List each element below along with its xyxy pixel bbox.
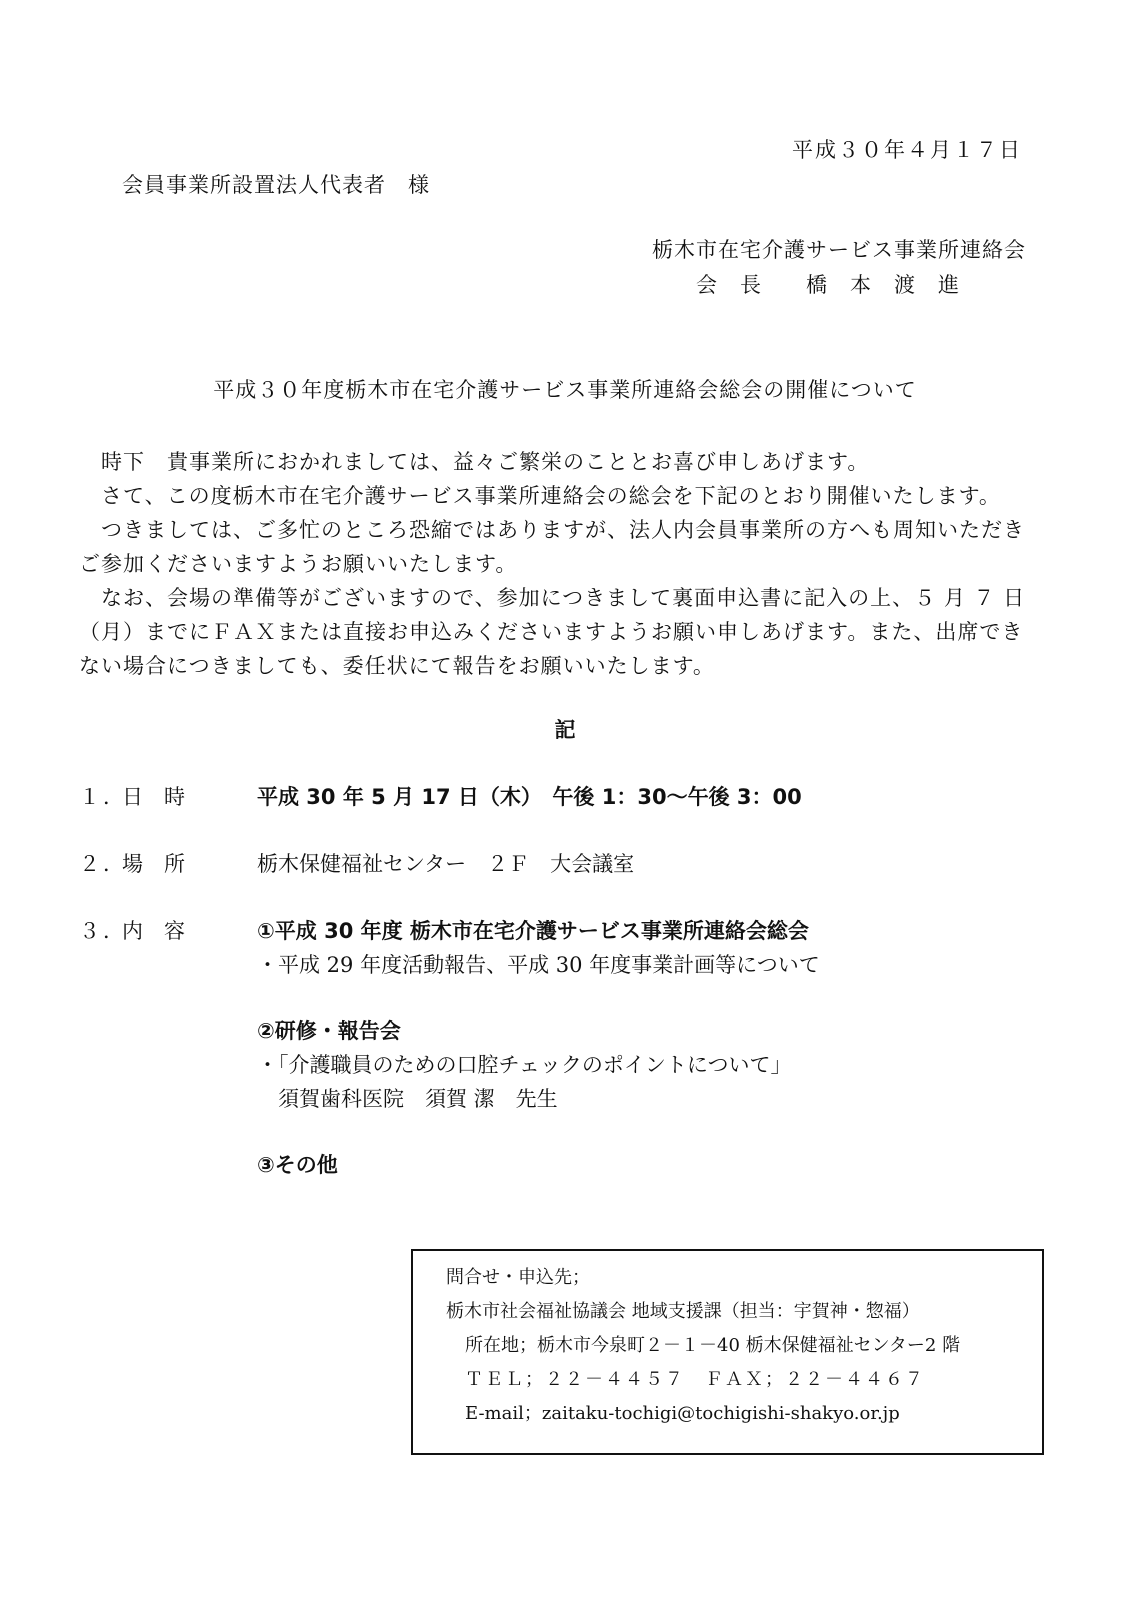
item-3-sub1-detail: ・平成 29 年度活動報告、平成 30 年度事業計画等について [257, 953, 820, 977]
item-3-label: 内 容 [122, 919, 185, 943]
document-subject: 平成３０年度栃木市在宅介護サービス事業所連絡会総会の開催について [213, 378, 917, 402]
contact-organization: 栃木市社会福祉協議会 地域支援課（担当：宇賀神・惣福） [446, 1301, 920, 1322]
body-line: つきましては、ご多忙のところ恐縮ではありますが、法人内会員事業所の方へも周知いただき [79, 518, 1025, 542]
item-2-value: 栃木保健福祉センター ２Ｆ 大会議室 [257, 852, 635, 876]
item-3-number: ３． [79, 919, 127, 943]
addressee: 会員事業所設置法人代表者 様 [122, 173, 430, 197]
ki-heading: 記 [554, 717, 576, 742]
body-line: （月）までにＦＡＸまたは直接お申込みくださいますようお願い申しあげます。また、出席でき [79, 620, 1024, 644]
item-3-sub1-title: ①平成 30 年度 栃木市在宅介護サービス事業所連絡会総会 [257, 919, 809, 943]
item-1-number: １． [79, 785, 127, 809]
item-2-label: 場 所 [122, 852, 185, 876]
item-3-sub2-title: ②研修・報告会 [257, 1019, 401, 1043]
body-line: ご参加くださいますようお願いいたします。 [79, 552, 518, 576]
document-date: 平成３０年４月１７日 [792, 138, 1022, 162]
body-line: なお、会場の準備等がございますので、参加につきまして裏面申込書に記入の上、５ 月 ７ 日 [79, 586, 1026, 610]
body-line: 時下 貴事業所におかれましては、益々ご繁栄のこととお喜び申しあげます。 [79, 450, 870, 474]
sender-name: 会 長 橋 本 渡 進 [696, 273, 960, 297]
contact-tel-fax: ＴＥＬ；２２－４４５７ ＦＡＸ；２２－４４６７ [465, 1369, 925, 1390]
item-1-value: 平成 30 年 5 月 17 日（木） 午後 1：30～午後 3：00 [257, 785, 802, 809]
item-3-sub2-detail-2: 須賀歯科医院 須賀 潔 先生 [257, 1087, 558, 1111]
contact-address: 所在地；栃木市今泉町２－１－40 栃木保健福祉センター2 階 [465, 1335, 961, 1356]
item-3-sub3-title: ③その他 [257, 1153, 338, 1177]
sender-organization: 栃木市在宅介護サービス事業所連絡会 [652, 238, 1026, 262]
contact-email: E-mail；zaitaku-tochigi@tochigishi-shakyo.or.jp [465, 1403, 900, 1424]
item-1-label: 日 時 [122, 785, 185, 809]
body-line: ない場合につきましても、委任状にて報告をお願いいたします。 [79, 654, 715, 678]
item-3-sub2-detail-1: ・「介護職員のための口腔チェックのポイントについて」 [257, 1053, 792, 1077]
item-2-number: ２． [79, 852, 127, 876]
contact-box [411, 1249, 1044, 1455]
body-paragraphs [79, 445, 1059, 683]
body-line: さて、この度栃木市在宅介護サービス事業所連絡会の総会を下記のとおり開催いたします。 [79, 484, 1001, 508]
contact-heading: 問合せ・申込先； [446, 1267, 590, 1288]
